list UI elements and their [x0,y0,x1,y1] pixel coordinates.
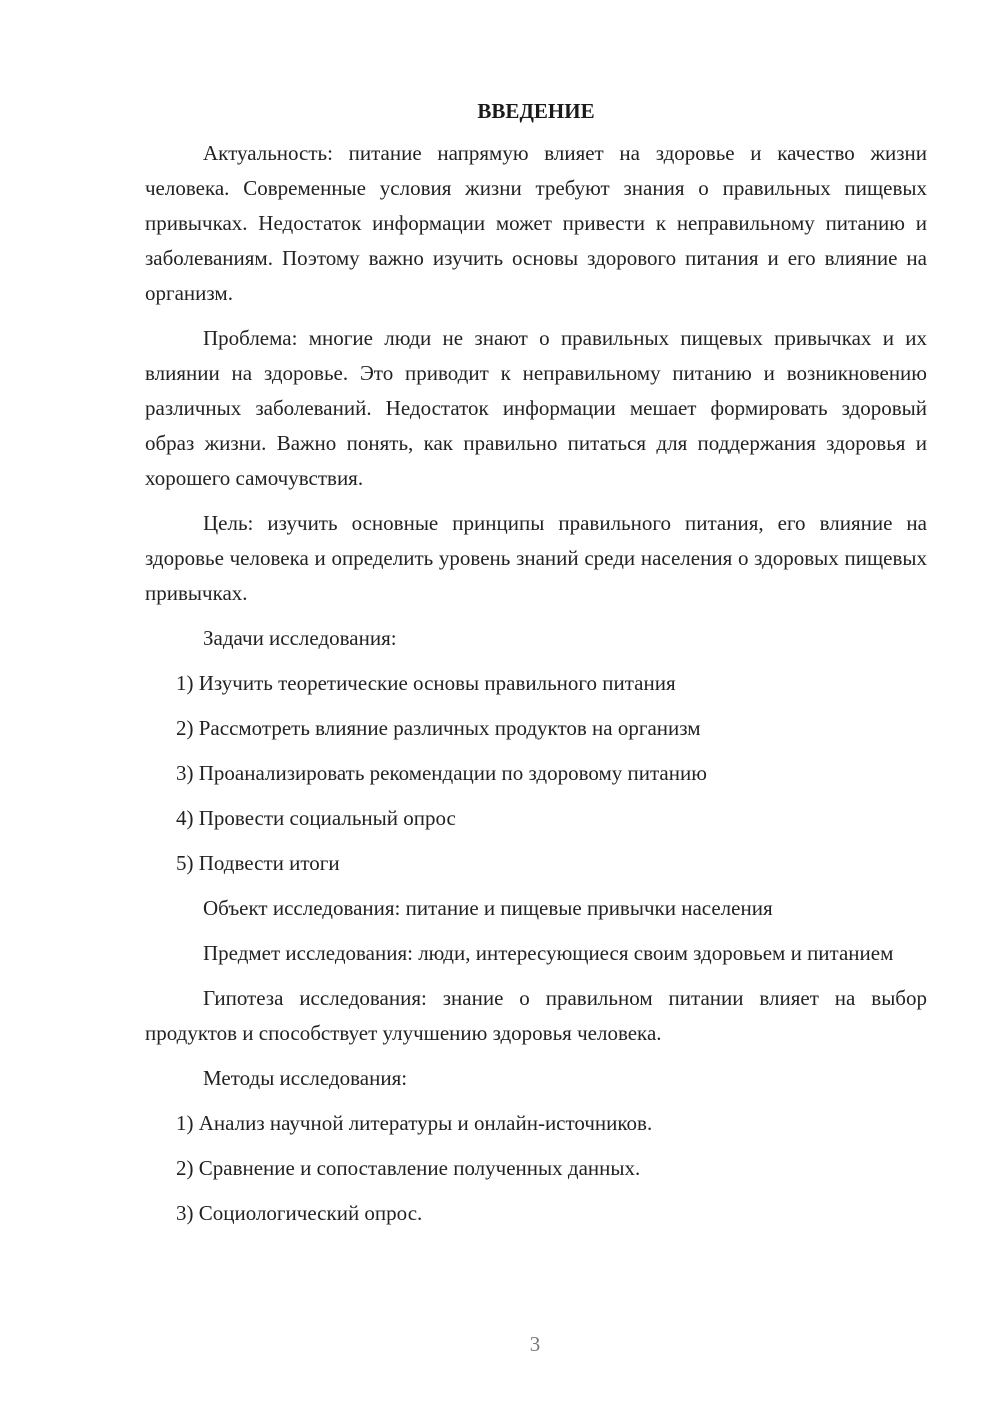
goal-paragraph: Цель: изучить основные принципы правильного питания, его влияние на здоровье человека и определить уровень знаний среди населения о здоровых пищевых привычках. [145,511,927,605]
section-title: ВВЕДЕНИЕ [477,99,595,123]
subject-paragraph: Предмет исследования: люди, интересующиеся своим здоровьем и питанием [203,941,894,965]
list-item: 3) Проанализировать рекомендации по здоровому питанию [176,761,707,785]
relevance-paragraph: Актуальность: питание напрямую влияет на здоровье и качество жизни человека. Современные условия жизни требуют знания о правильных пищевых привычках. Недостаток информации может привести к неправильному питанию и заболеваниям. Поэтому важно изучить основы здорового питания и его влияние на организм. [145,141,927,305]
tasks-heading: Задачи исследования: [203,626,397,650]
list-item: 1) Изучить теоретические основы правильного питания [176,671,676,695]
list-item: 4) Провести социальный опрос [176,806,456,830]
object-paragraph: Объект исследования: питание и пищевые привычки населения [203,896,773,920]
list-item: 2) Сравнение и сопоставление полученных данных. [176,1156,641,1180]
page-number: 3 [529,1332,541,1356]
problem-paragraph: Проблема: многие люди не знают о правильных пищевых привычках и их влиянии на здоровье. Это приводит к неправильному питанию и возникновению различных заболеваний. Недостаток информации мешает формировать здоровый образ жизни. Важно понять, как правильно питаться для поддержания здоровья и хорошего самочувствия. [145,326,927,490]
tasks-list [145,666,927,881]
methods-heading: Методы исследования: [203,1066,408,1090]
list-item: 1) Анализ научной литературы и онлайн-источников. [176,1111,653,1135]
page-content [145,96,927,1241]
methods-list [145,1106,927,1231]
list-item: 3) Социологический опрос. [176,1201,423,1225]
list-item: 2) Рассмотреть влияние различных продуктов на организм [176,716,701,740]
hypothesis-paragraph: Гипотеза исследования: знание о правильном питании влияет на выбор продуктов и способствует улучшению здоровья человека. [145,986,927,1045]
list-item: 5) Подвести итоги [176,851,340,875]
